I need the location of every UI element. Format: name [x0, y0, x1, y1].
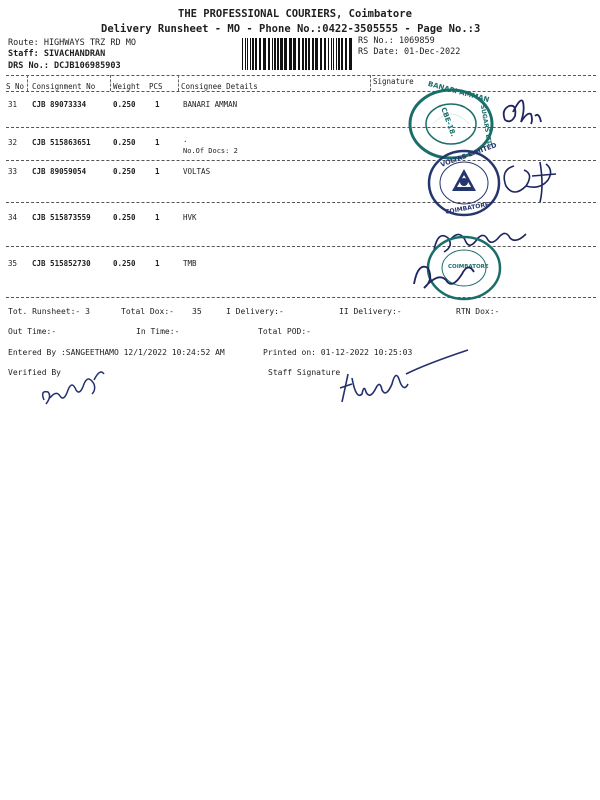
document-title: THE PROFESSIONAL COURIERS, Coimbatore [178, 8, 412, 20]
stamp-text: VOLTAS LIMITED [439, 141, 498, 169]
column-header-consignment: Consignment No [32, 82, 96, 91]
table-top-rule [6, 75, 596, 76]
row-consignee: VOLTAS [183, 167, 211, 176]
row-pcs: 1 [155, 138, 160, 147]
drs-number: DRS No.: DCJB106985903 [8, 61, 121, 71]
row-consignment: CJB 515852730 [32, 259, 91, 268]
stamp-text: CBE-18. [439, 106, 458, 138]
column-divider [178, 75, 179, 91]
column-header-sno: S No [6, 82, 25, 91]
column-header-signature: Signature [373, 77, 414, 86]
stamp-text: COIMBATORE [448, 264, 489, 270]
row-weight: 0.250 [113, 213, 136, 222]
row-doc-count: No.Of Docs: 2 [183, 147, 238, 155]
column-divider [110, 75, 111, 91]
table-row [0, 167, 370, 179]
table-row [0, 213, 370, 225]
consignee-signature [495, 92, 555, 132]
row-consignee: HVK [183, 213, 197, 222]
table-row [0, 259, 370, 271]
table-row [0, 135, 370, 158]
stamp-text: SUGARS LTD [478, 104, 493, 147]
row-consignment: CJB 515873559 [32, 213, 91, 222]
total-dox-value: 35 [192, 307, 202, 316]
out-time: Out Time:- [8, 327, 57, 336]
row-weight: 0.250 [113, 167, 136, 176]
verifier-signature [38, 360, 118, 410]
stamp-text: BANARI AMMAN [427, 79, 491, 105]
rtn-dox: RTN Dox:- [456, 307, 500, 316]
row-sno: 35 [8, 259, 18, 268]
row-sno: 33 [8, 167, 18, 176]
row-pcs: 1 [155, 213, 160, 222]
column-divider [27, 75, 28, 91]
barcode [240, 38, 352, 70]
column-header-weight: Weight [113, 82, 141, 91]
column-header-consignee: Consignee Details [181, 82, 258, 91]
column-header-pcs: PCS [149, 82, 163, 91]
staff-label: Staff: SIVACHANDRAN [8, 49, 106, 59]
in-time: In Time:- [136, 327, 180, 336]
total-runsheet: Tot. Runsheet:- 3 [8, 307, 90, 316]
row-consignee: . [183, 135, 188, 144]
total-pod: Total POD:- [258, 327, 311, 336]
route-label: Route: HIGHWAYS TRZ RD MO [8, 38, 136, 48]
printed-on: Printed on: 01-12-2022 10:25:03 [263, 348, 413, 357]
row-consignment: CJB 89073334 [32, 100, 87, 109]
row-consignment: CJB 89059054 [32, 167, 87, 176]
i-delivery: I Delivery:- [226, 307, 284, 316]
consignee-signature [408, 250, 478, 300]
total-dox-label: Total Dox:- [121, 307, 174, 316]
row-consignment: CJB 515863651 [32, 138, 91, 147]
entered-by: Entered By :SANGEETHAMO 12/1/2022 10:24:52 AM [8, 348, 225, 357]
row-sno: 32 [8, 138, 18, 147]
row-sno: 34 [8, 213, 18, 222]
rs-number: RS No.: 1069859 [358, 36, 435, 46]
row-consignee: TMB [183, 259, 197, 268]
document-subtitle: Delivery Runsheet - MO - Phone No.:0422-3505555 - Page No.:3 [101, 23, 481, 35]
staff-signature-label: Staff Signature [268, 368, 341, 377]
rs-date: RS Date: 01-Dec-2022 [358, 47, 461, 57]
row-weight: 0.250 [113, 138, 136, 147]
table-bottom-rule [6, 297, 596, 298]
verified-by-label: Verified By [8, 368, 61, 377]
row-weight: 0.250 [113, 100, 136, 109]
ii-delivery: II Delivery:- [339, 307, 402, 316]
row-pcs: 1 [155, 259, 160, 268]
consignee-signature [496, 156, 560, 206]
table-row [0, 100, 370, 112]
company-stamp-voltas [425, 141, 503, 219]
row-consignee: BANARI AMMAN [183, 100, 238, 109]
stamp-text: COIMBATORE [444, 201, 490, 216]
row-pcs: 1 [155, 100, 160, 109]
staff-signature [336, 344, 476, 404]
row-weight: 0.250 [113, 259, 136, 268]
column-divider [370, 75, 371, 91]
row-pcs: 1 [155, 167, 160, 176]
row-sno: 31 [8, 100, 18, 109]
